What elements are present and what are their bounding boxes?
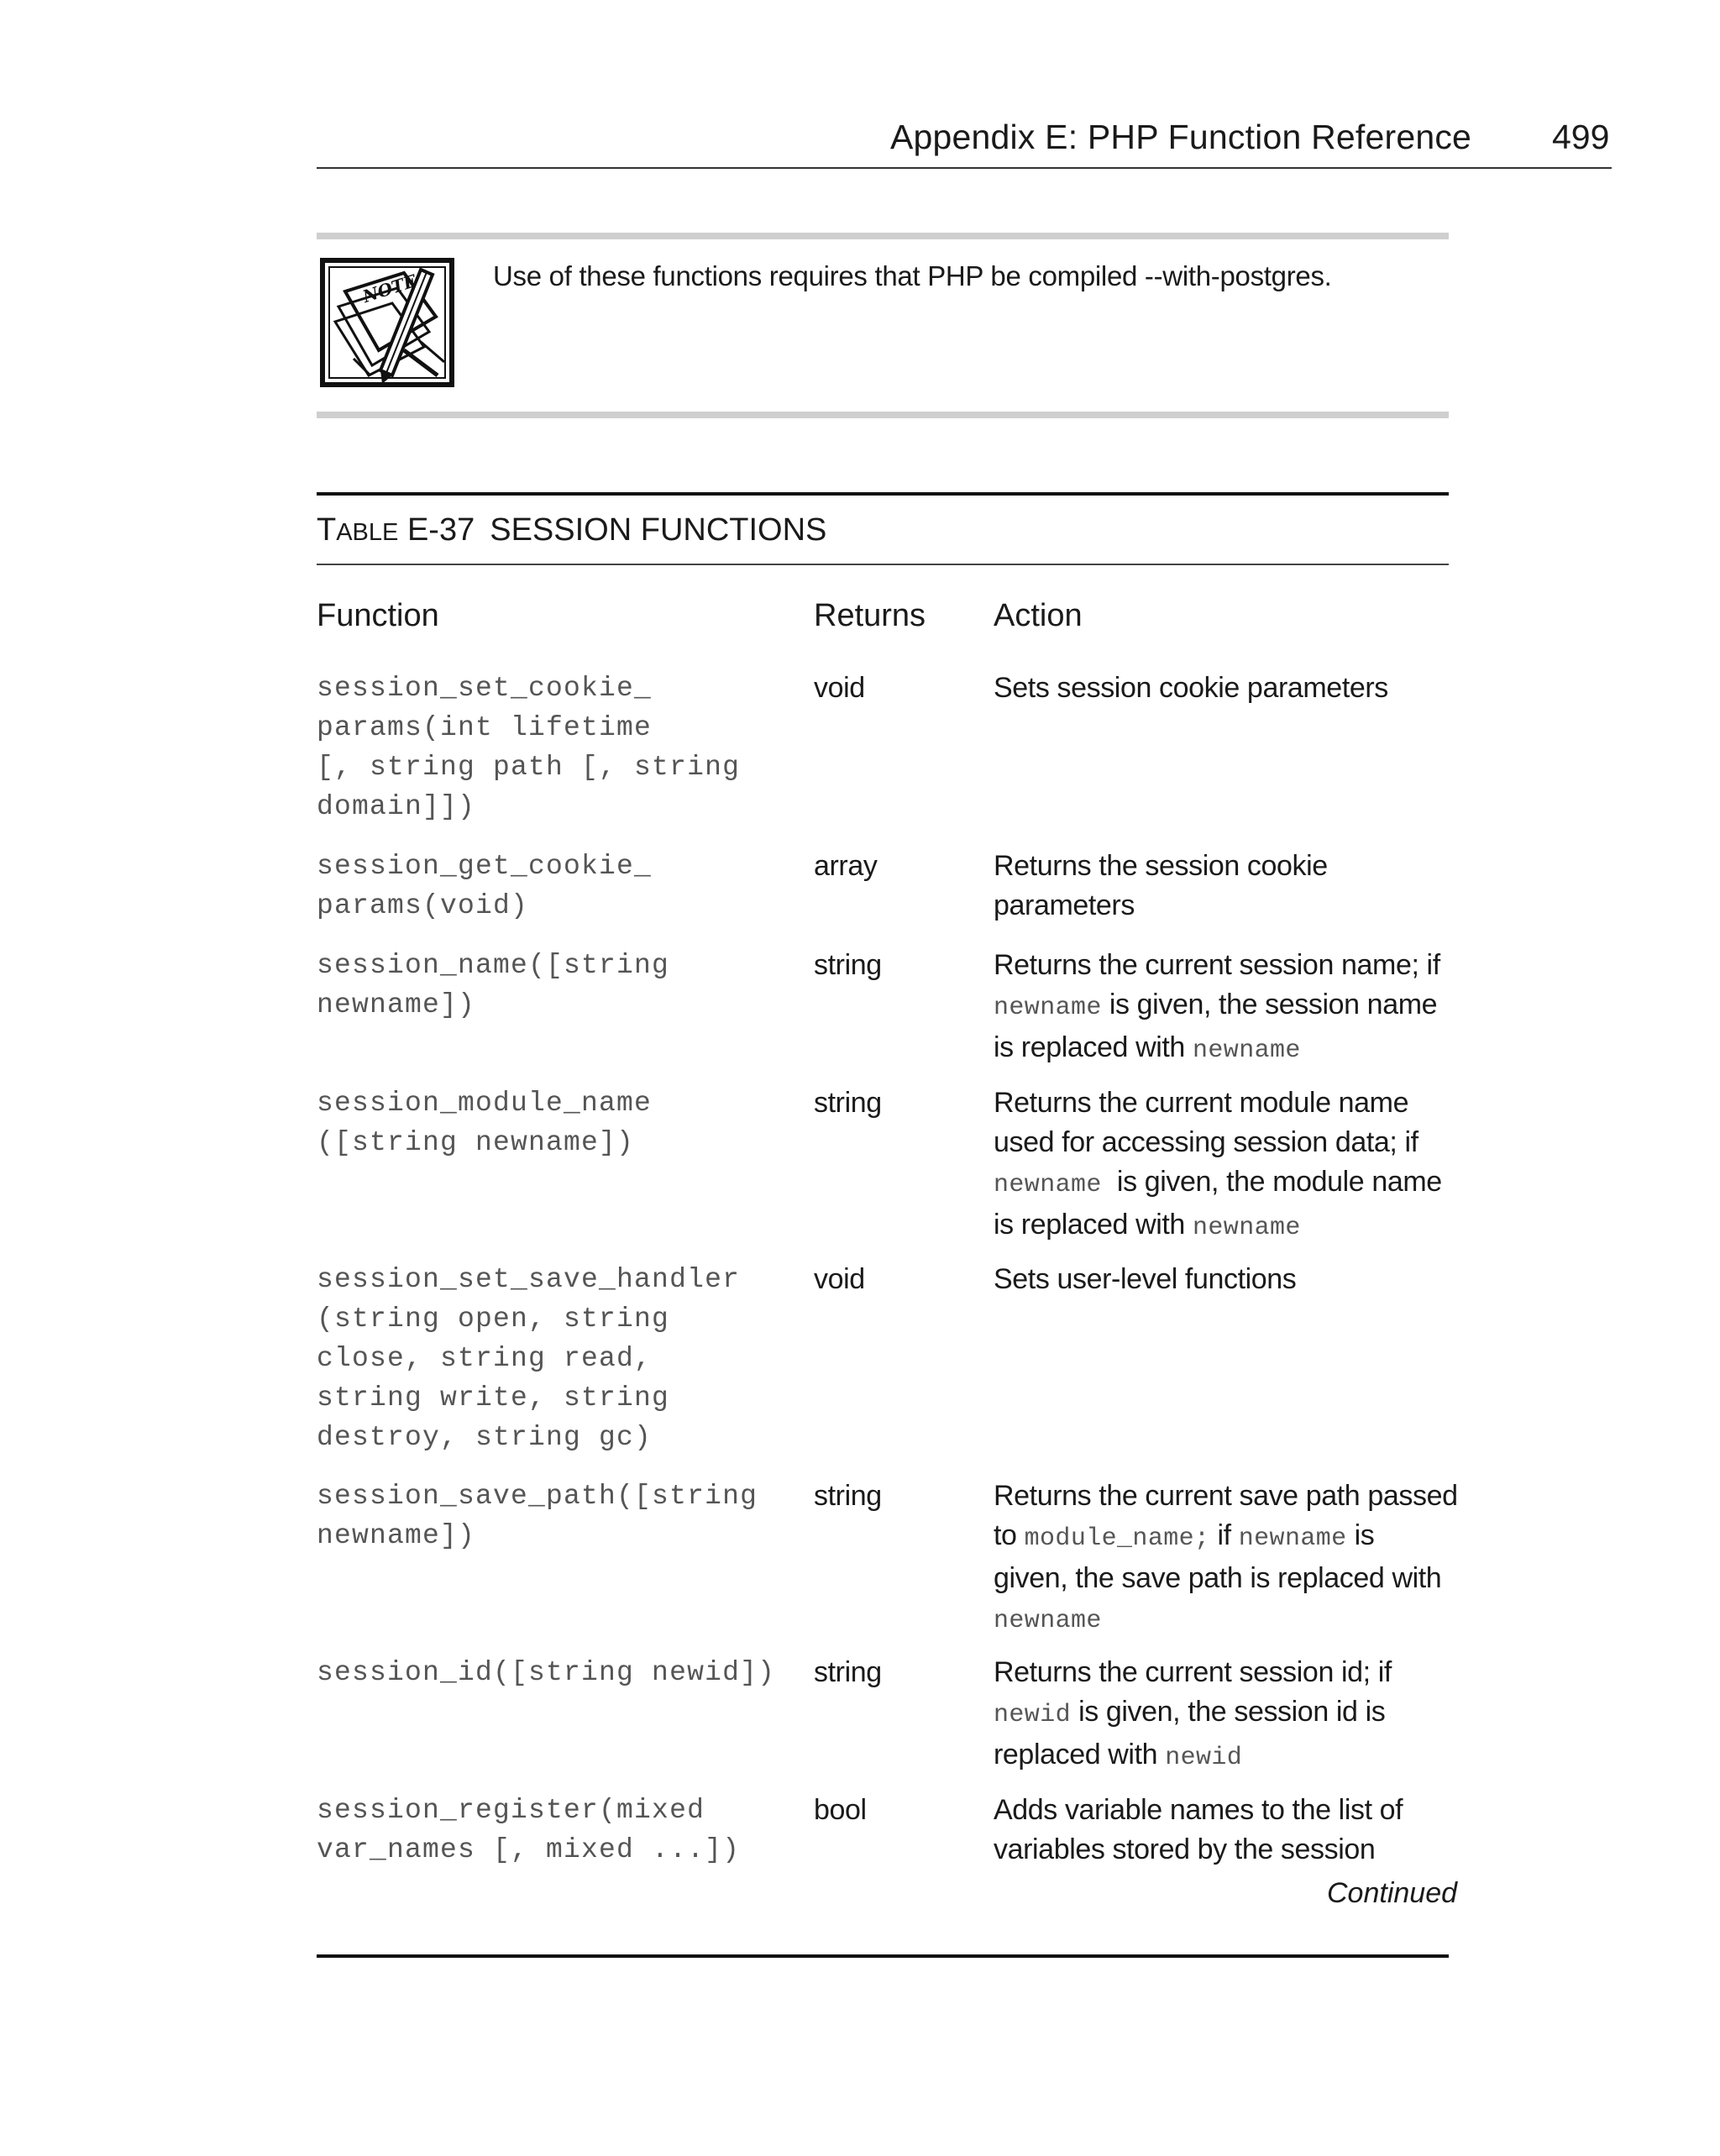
function-cell bbox=[317, 1260, 787, 1457]
table-top-rule bbox=[317, 492, 1449, 496]
action-line: Sets session cookie parameters bbox=[994, 672, 1388, 704]
action-cell bbox=[994, 1260, 1451, 1299]
note-icon-label: NOTE bbox=[359, 270, 419, 307]
action-line: Returns the current session name; if bbox=[994, 949, 1440, 981]
action-line bbox=[994, 1162, 1451, 1205]
function-signature-line: (string open, string bbox=[317, 1304, 670, 1335]
note-top-rule bbox=[317, 233, 1449, 239]
action-line bbox=[994, 1598, 1451, 1641]
returns-cell: array bbox=[814, 850, 878, 882]
inline-code: newname bbox=[1192, 1214, 1301, 1242]
action-line bbox=[994, 1516, 1451, 1559]
function-signature-line: session_set_save_handler bbox=[317, 1264, 741, 1295]
caption-rule bbox=[317, 564, 1449, 565]
action-line: Returns the current save path passed bbox=[994, 1480, 1458, 1512]
action-line bbox=[994, 1205, 1451, 1248]
table-caption bbox=[317, 512, 826, 548]
returns-cell: void bbox=[814, 672, 865, 704]
function-cell bbox=[317, 1083, 787, 1162]
action-line: Sets user-level functions bbox=[994, 1263, 1297, 1295]
inline-code: newid bbox=[1165, 1744, 1243, 1772]
action-cell bbox=[994, 1083, 1451, 1248]
action-line bbox=[994, 1028, 1451, 1071]
function-signature-line: session_register(mixed bbox=[317, 1795, 705, 1826]
action-cell bbox=[994, 847, 1451, 926]
action-line: Returns the session cookie bbox=[994, 850, 1328, 882]
action-text: to bbox=[994, 1519, 1017, 1551]
returns-cell: bool bbox=[814, 1794, 867, 1826]
caption-number: E-37 bbox=[406, 512, 475, 548]
action-line: variables stored by the session bbox=[994, 1833, 1376, 1865]
function-signature-line: session_id([string newid]) bbox=[317, 1657, 776, 1688]
inline-code: newname bbox=[994, 994, 1102, 1022]
function-cell bbox=[317, 847, 787, 926]
action-cell bbox=[994, 669, 1451, 708]
function-signature-line: params(void) bbox=[317, 890, 529, 921]
action-cell bbox=[994, 946, 1451, 1071]
inline-code: newname bbox=[1192, 1036, 1301, 1065]
action-line bbox=[994, 1735, 1451, 1778]
function-signature-line: destroy, string gc) bbox=[317, 1422, 653, 1453]
action-cell bbox=[994, 1477, 1458, 1641]
caption-prefix-smallcaps: ABLE bbox=[336, 519, 399, 546]
inline-code: newname bbox=[994, 1607, 1102, 1635]
continued-label: Continued bbox=[1327, 1877, 1458, 1909]
function-signature-line: string write, string bbox=[317, 1382, 670, 1414]
page-number: 499 bbox=[1552, 118, 1610, 156]
action-line: given, the save path is replaced with bbox=[994, 1562, 1442, 1594]
function-signature-line: session_save_path([string bbox=[317, 1481, 758, 1512]
function-signature-line: session_get_cookie_ bbox=[317, 851, 653, 882]
action-text: is given, the module name bbox=[1116, 1166, 1442, 1198]
function-cell bbox=[317, 1653, 787, 1692]
function-signature-line: ([string newname]) bbox=[317, 1127, 635, 1158]
function-signature-line: newname]) bbox=[317, 989, 476, 1020]
function-cell bbox=[317, 1791, 787, 1870]
caption-prefix-initial: T bbox=[317, 512, 337, 548]
action-line: Returns the current module name bbox=[994, 1087, 1409, 1119]
action-text: is given, the session name bbox=[1109, 989, 1438, 1020]
function-signature-line: domain]]) bbox=[317, 791, 476, 822]
action-line bbox=[994, 985, 1451, 1028]
function-signature-line: var_names [, mixed ...]) bbox=[317, 1834, 741, 1865]
action-text: is replaced with bbox=[994, 1031, 1185, 1063]
inline-code: newid bbox=[994, 1701, 1072, 1729]
caption-title: SESSION FUNCTIONS bbox=[490, 512, 827, 548]
returns-cell: string bbox=[814, 1656, 882, 1688]
action-line: parameters bbox=[994, 889, 1135, 921]
action-text: is replaced with bbox=[994, 1209, 1185, 1241]
inline-code: module_name; bbox=[1024, 1524, 1210, 1553]
function-signature-line: newname]) bbox=[317, 1520, 476, 1551]
action-line: Returns the current session id; if bbox=[994, 1656, 1392, 1688]
returns-cell: string bbox=[814, 1087, 882, 1119]
function-signature-line: session_name([string bbox=[317, 950, 670, 981]
returns-cell: string bbox=[814, 949, 882, 981]
action-line bbox=[994, 1692, 1451, 1735]
action-line: used for accessing session data; if bbox=[994, 1126, 1418, 1158]
function-cell bbox=[317, 1477, 787, 1555]
inline-code: newname bbox=[994, 1171, 1102, 1199]
action-text: if bbox=[1217, 1519, 1231, 1551]
function-signature-line: session_set_cookie_ bbox=[317, 673, 653, 704]
function-signature-line: session_module_name bbox=[317, 1088, 653, 1119]
action-text: replaced with bbox=[994, 1739, 1158, 1770]
function-signature-line: [, string path [, string bbox=[317, 752, 741, 783]
note-bottom-rule bbox=[317, 412, 1449, 418]
function-cell bbox=[317, 946, 787, 1025]
table-bottom-rule bbox=[317, 1954, 1449, 1958]
column-header-returns: Returns bbox=[814, 598, 926, 633]
note-text: Use of these functions requires that PHP be compiled --with-postgres. bbox=[493, 260, 1332, 291]
action-text: is given, the session id is bbox=[1078, 1696, 1386, 1728]
returns-cell: void bbox=[814, 1263, 865, 1295]
returns-cell: string bbox=[814, 1480, 882, 1512]
column-header-action: Action bbox=[994, 598, 1083, 633]
column-header-function: Function bbox=[317, 598, 439, 633]
running-header-title: Appendix E: PHP Function Reference bbox=[890, 118, 1472, 156]
action-text: is bbox=[1354, 1519, 1375, 1551]
action-cell bbox=[994, 1653, 1451, 1778]
action-cell bbox=[994, 1791, 1451, 1870]
note-icon bbox=[320, 258, 454, 387]
function-signature-line: params(int lifetime bbox=[317, 712, 653, 743]
action-line: Adds variable names to the list of bbox=[994, 1794, 1403, 1826]
inline-code: newname bbox=[1238, 1524, 1347, 1553]
function-cell bbox=[317, 669, 787, 826]
function-signature-line: close, string read, bbox=[317, 1343, 653, 1374]
header-rule bbox=[317, 167, 1612, 169]
